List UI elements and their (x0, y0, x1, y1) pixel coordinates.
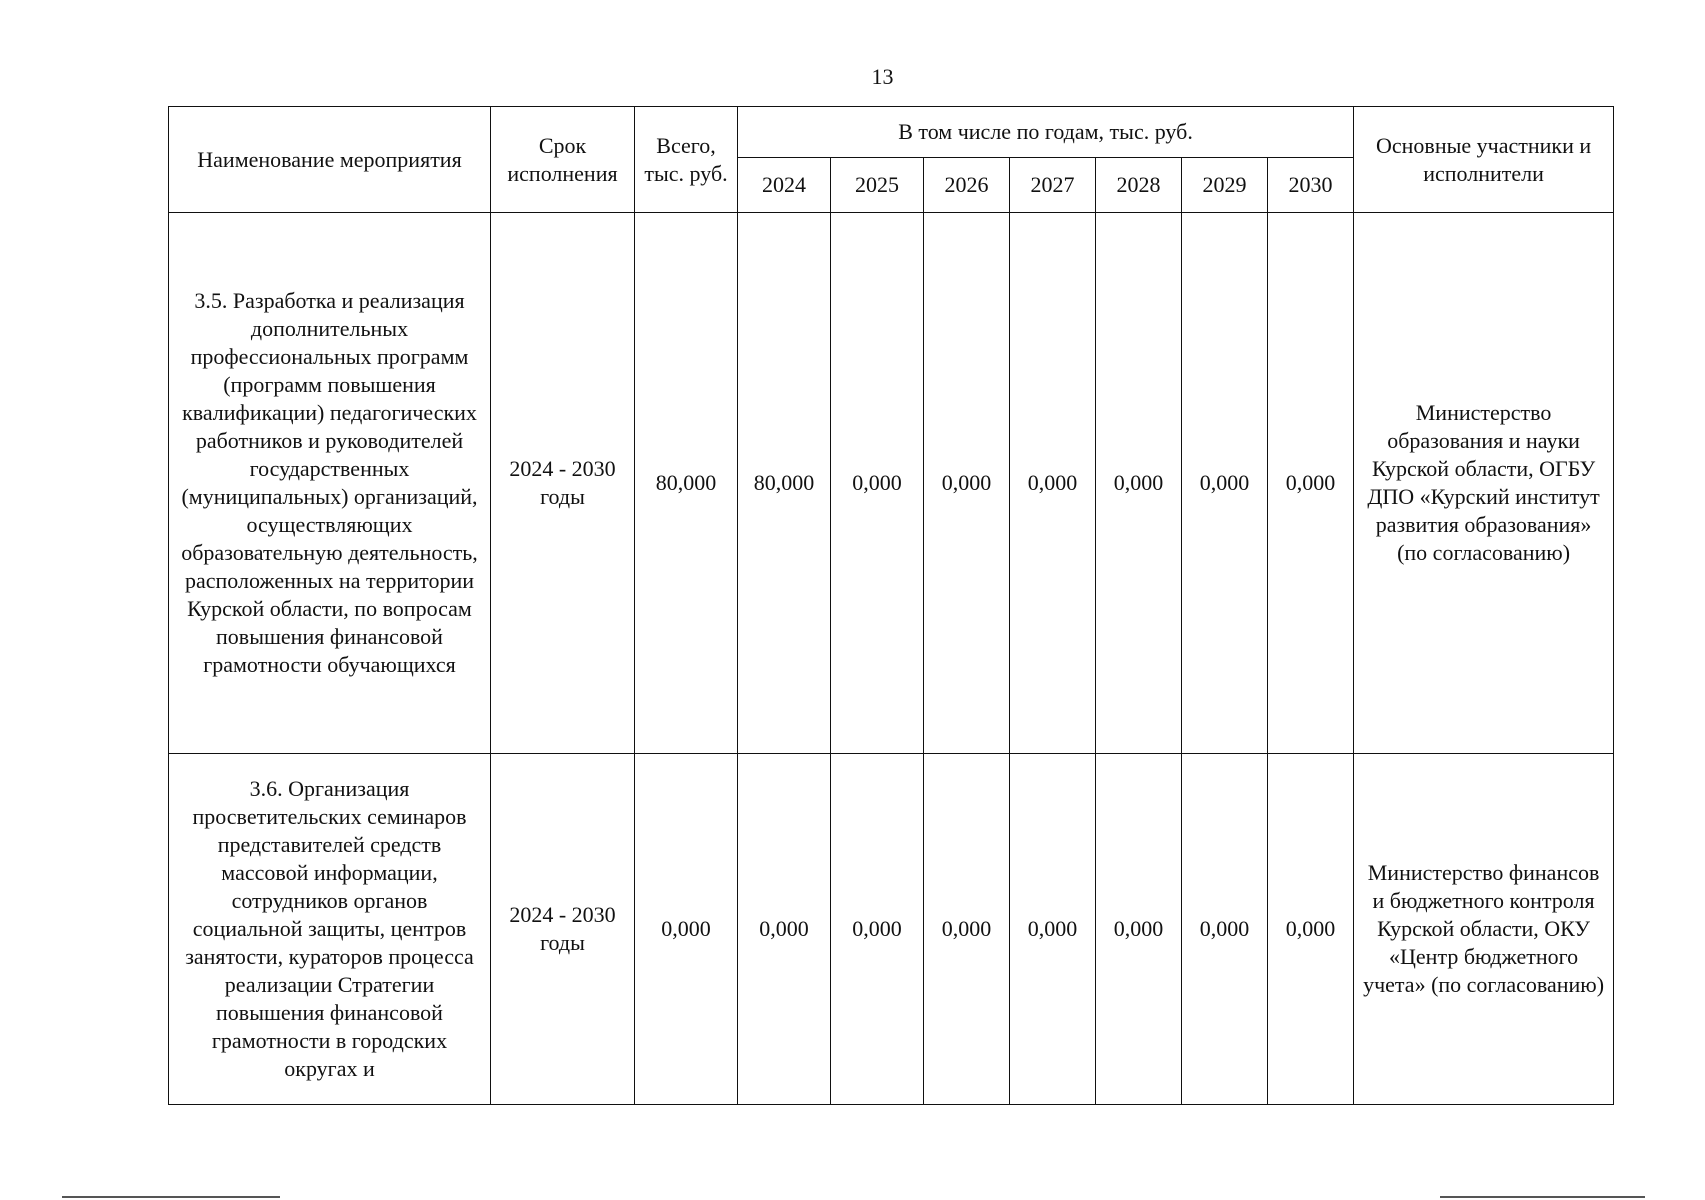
header-year: 2027 (1010, 158, 1096, 213)
table-header (169, 107, 1614, 213)
header-year: 2024 (738, 158, 831, 213)
measure-year-value: 80,000 (738, 213, 831, 754)
header-by-years: В том числе по годам, тыс. руб. (738, 107, 1354, 158)
table-row (169, 754, 1614, 1105)
measure-total: 0,000 (635, 754, 738, 1105)
table-row (169, 213, 1614, 754)
header-year: 2026 (924, 158, 1010, 213)
measure-year-value: 0,000 (831, 213, 924, 754)
measure-year-value: 0,000 (924, 754, 1010, 1105)
header-participants: Основные участники и исполнители (1354, 107, 1614, 213)
header-year: 2029 (1182, 158, 1268, 213)
measure-year-value: 0,000 (924, 213, 1010, 754)
scan-edge-line-left (62, 1196, 280, 1198)
measure-total: 80,000 (635, 213, 738, 754)
measure-year-value: 0,000 (1096, 213, 1182, 754)
measure-term: 2024 - 2030 годы (491, 754, 635, 1105)
header-year: 2030 (1268, 158, 1354, 213)
measure-year-value: 0,000 (1096, 754, 1182, 1105)
header-total: Всего, тыс. руб. (635, 107, 738, 213)
measure-year-value: 0,000 (1268, 754, 1354, 1105)
measure-name: 3.5. Разработка и реализация дополнительных профессиональных программ (программ повышения квалификации) педагогических работников и руководителей государственных (муниципальных) организаций, осуществляющих образовательную деятельность, расположенных на территории Курской области, по вопросам повышения финансовой грамотности обучающихся (169, 213, 491, 754)
header-name: Наименование мероприятия (169, 107, 491, 213)
measure-year-value: 0,000 (738, 754, 831, 1105)
measure-year-value: 0,000 (831, 754, 924, 1105)
header-year: 2025 (831, 158, 924, 213)
measure-name: 3.6. Организация просветительских семинаров представителей средств массовой информации, сотрудников органов социальной защиты, центров занятости, кураторов процесса реализации Стратегии повышения финансовой грамотности в городских округах и (169, 754, 491, 1105)
page-number: 13 (871, 64, 894, 89)
measures-table (168, 106, 1614, 1105)
scan-edge-line-right (1440, 1196, 1645, 1198)
measure-year-value: 0,000 (1010, 213, 1096, 754)
measure-year-value: 0,000 (1182, 754, 1268, 1105)
measure-participants: Министерство финансов и бюджетного контроля Курской области, ОКУ «Центр бюджетного учета» (по согласованию) (1354, 754, 1614, 1105)
measure-year-value: 0,000 (1268, 213, 1354, 754)
measure-year-value: 0,000 (1182, 213, 1268, 754)
header-term: Срок исполнения (491, 107, 635, 213)
measure-participants: Министерство образования и науки Курской области, ОГБУ ДПО «Курский институт развития образования» (по согласованию) (1354, 213, 1614, 754)
measure-year-value: 0,000 (1010, 754, 1096, 1105)
header-year: 2028 (1096, 158, 1182, 213)
measure-term: 2024 - 2030 годы (491, 213, 635, 754)
